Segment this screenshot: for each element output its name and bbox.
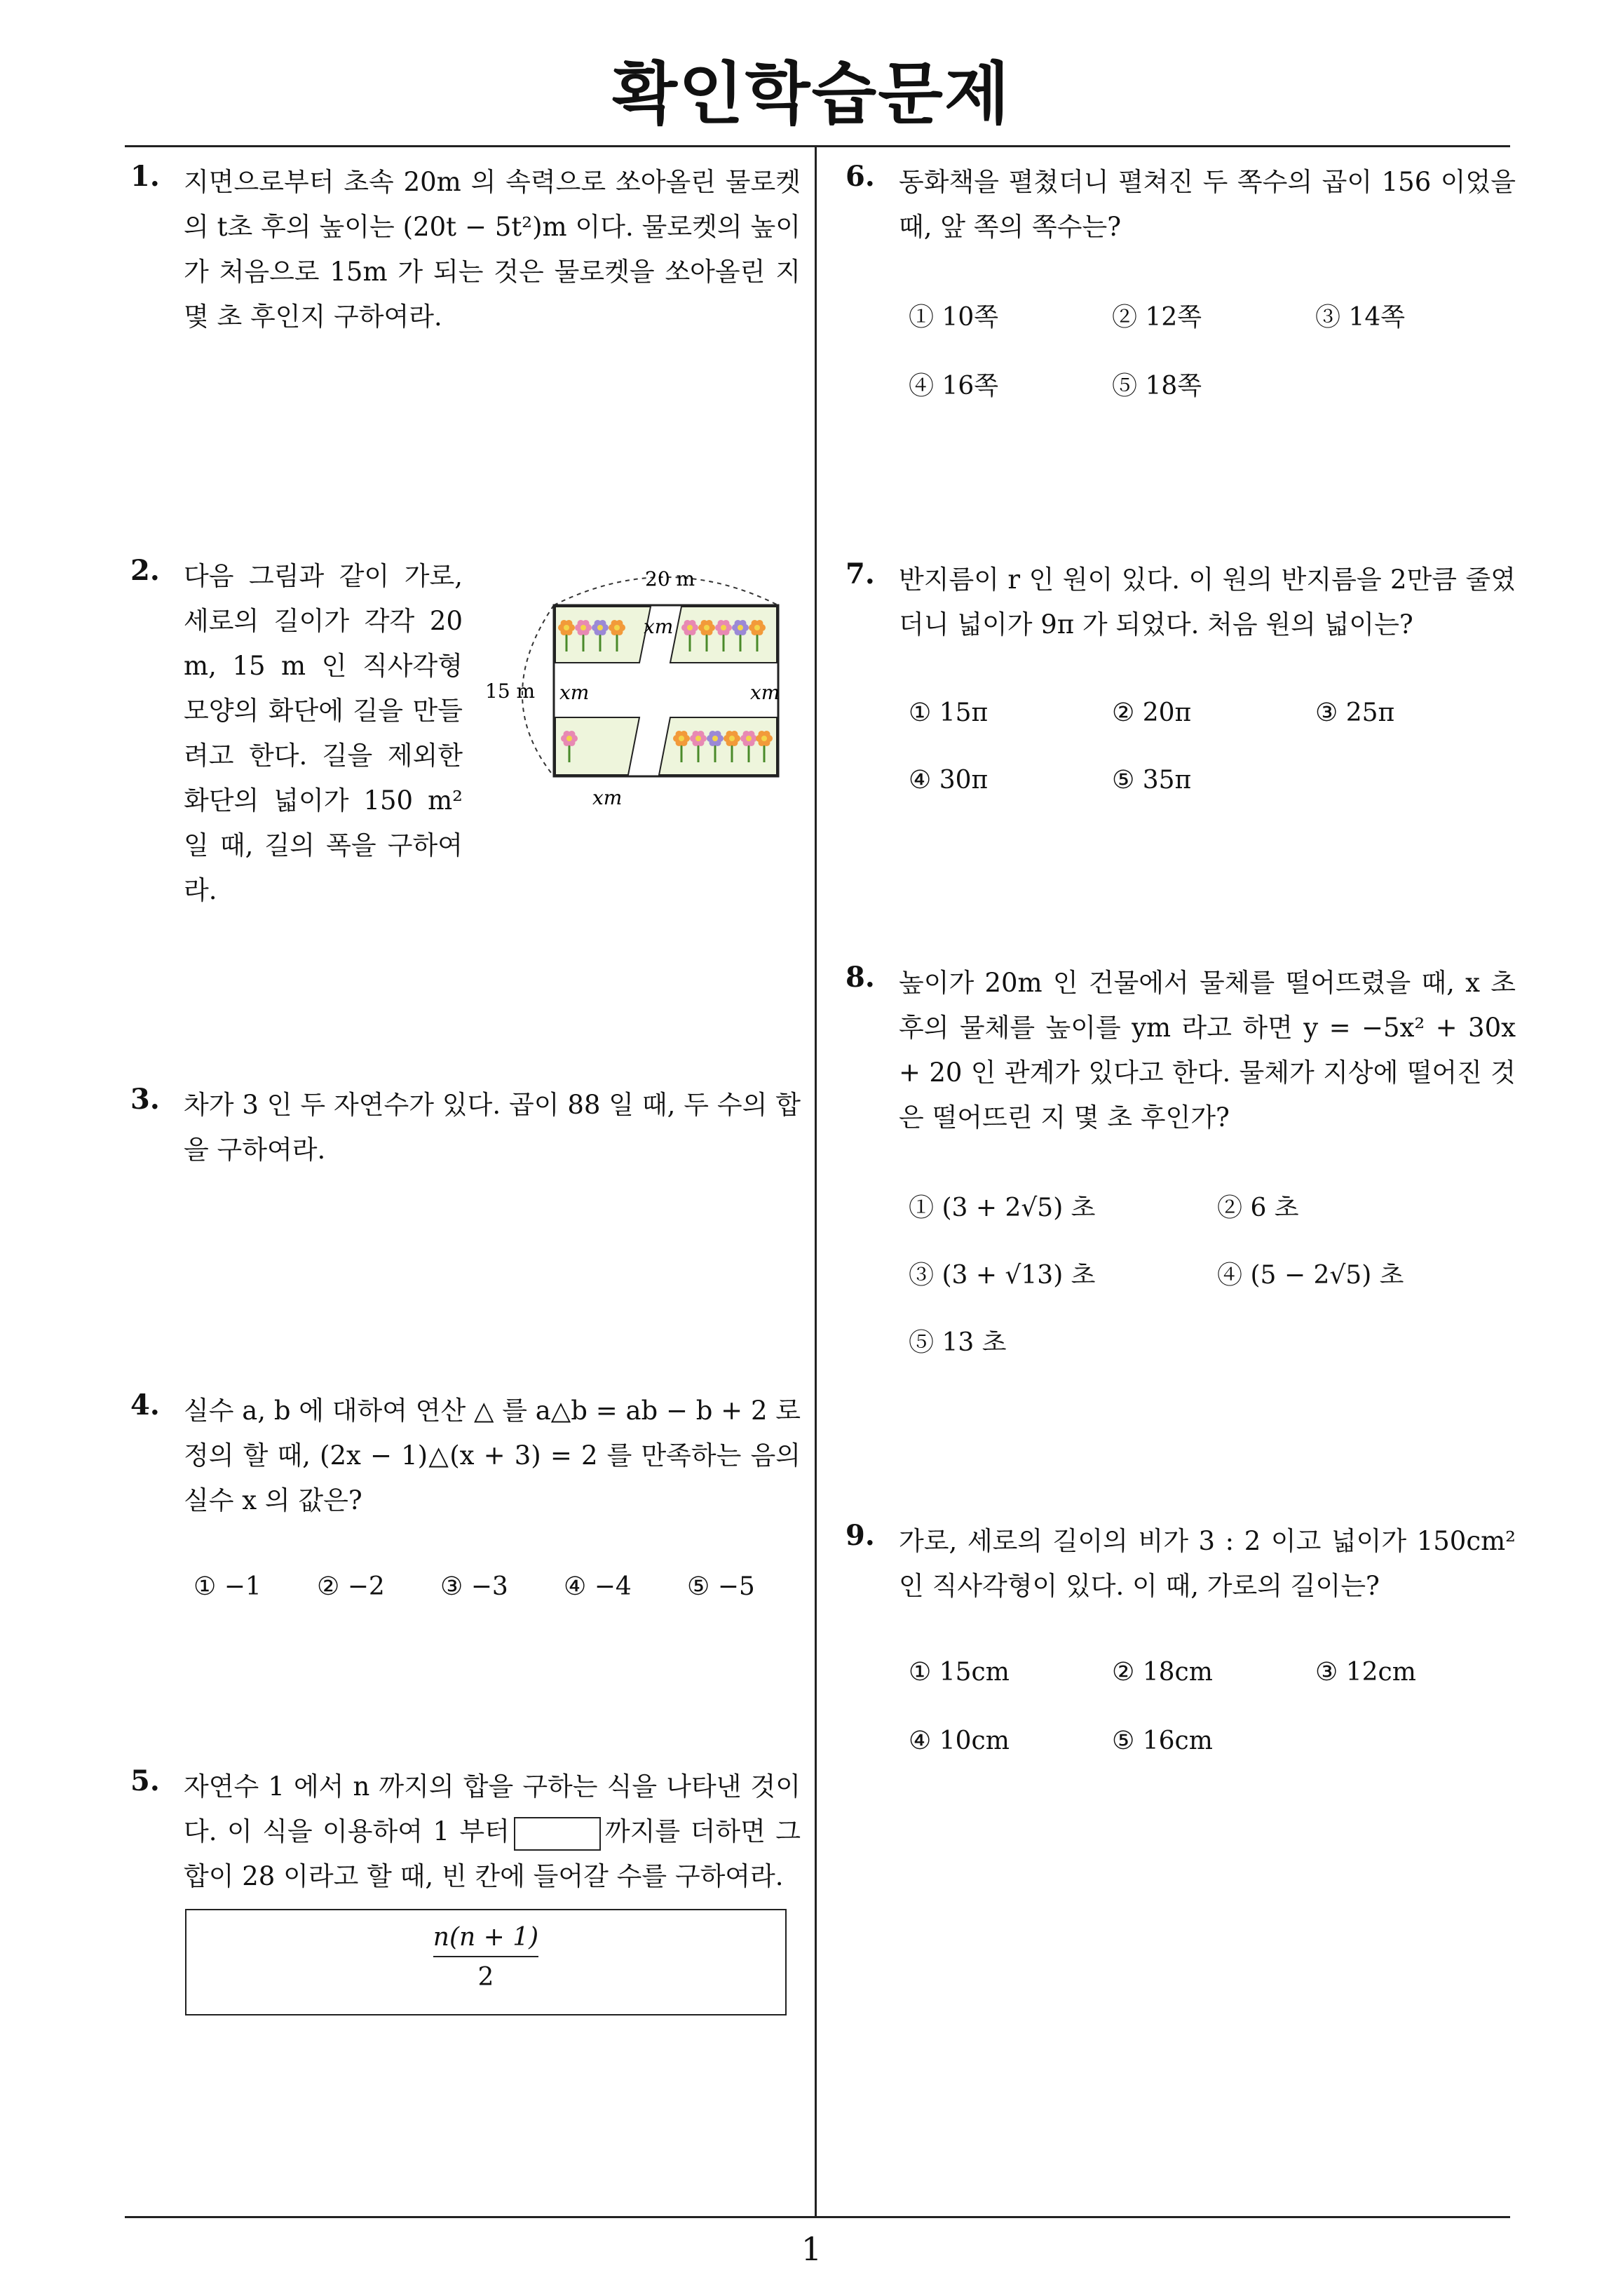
garden-diagram [477,558,813,824]
choice-3[interactable]: ③ (3 + √13) 초 [909,1261,1096,1290]
problem-6 [846,160,1516,250]
choice-5[interactable]: ⑤ 13 초 [909,1328,1007,1357]
sum-formula [186,1923,785,1992]
problem-number: 9. [846,1519,875,1552]
choice-2[interactable]: ② 12쪽 [1112,303,1202,332]
problem-number: 8. [846,961,875,994]
problem-number: 2. [130,554,160,587]
problem-3 [130,1083,801,1173]
problem-text: 동화책을 펼쳤더니 펼쳐진 두 쪽수의 곱이 156 이었을 때, 앞 쪽의 쪽수는? [899,167,1516,242]
bottom-rule [125,2216,1510,2218]
problem-number: 1. [130,160,160,193]
choice-4[interactable]: ④ 10cm [909,1727,1010,1755]
problem-5 [130,1764,801,1899]
choice-3[interactable]: ③ 12cm [1315,1658,1416,1687]
choice-4[interactable]: ④ (5 − 2√5) 초 [1217,1261,1404,1290]
column-divider [815,145,817,2218]
problem-text [184,1764,801,1899]
choice-1[interactable]: ① 15π [909,698,989,727]
problem-number: 7. [846,558,875,590]
top-rule [125,145,1510,147]
formula-numerator: n(n + 1) [433,1923,539,1952]
road-width-label-left: xm [559,681,590,704]
problem-text: 높이가 20m 인 건물에서 물체를 떨어뜨렸을 때, x 초 후의 물체를 높이를 ym 라고 하면 y = −5x² + 30x + 20 인 관계가 있다고 한다. 물체가 지상에 떨어진 것은 떨어뜨린 지 몇 초 후인가? [899,968,1516,1133]
formula-denominator: 2 [477,1963,494,1992]
problem-text: 차가 3 인 두 자연수가 있다. 곱이 88 일 때, 두 수의 합을 구하여라. [184,1090,801,1165]
problem-text: 반지름이 r 인 원이 있다. 이 원의 반지름을 2만큼 줄였더니 넓이가 9π 가 되었다. 처음 원의 넓이는? [899,565,1516,640]
choice-2[interactable]: ② −2 [317,1572,385,1601]
problem-7 [846,558,1516,647]
road-width-label-top: xm [644,615,674,638]
choice-3[interactable]: ③ −3 [440,1572,508,1601]
problem-text: 실수 a, b 에 대하여 연산 △ 를 a△b = ab − b + 2 로 정의 할 때, (2x − 1)△(x + 3) = 2 를 만족하는 음의 실수 x 의 값은? [184,1396,801,1515]
choice-2[interactable]: ② 20π [1112,698,1192,727]
problem-text-part-a: 자연수 1 에서 n 까지의 합을 구하는 식을 나타낸 것이다. 이 식을 이용하여 1 부터 [184,1771,801,1846]
choice-1[interactable]: ① 15cm [909,1658,1010,1687]
garden-plot-bottom-left [555,717,639,775]
choice-4[interactable]: ④ 16쪽 [909,372,999,400]
road-width-label-right: xm [750,681,780,704]
formula-box [185,1909,787,2015]
fraction-bar [433,1956,538,1957]
flower-garden-figure [477,558,813,824]
width-label: 20 m [645,567,695,590]
height-label: 15 m [485,680,536,703]
problem-2 [130,554,463,913]
problem-text: 다음 그림과 같이 가로, 세로의 길이가 각각 20 m, 15 m 인 직사각형 모양의 화단에 길을 만들려고 한다. 길을 제외한 화단의 넓이가 150 m² 일 때, 길의 폭을 구하여라. [184,561,463,905]
problem-number: 5. [130,1764,160,1797]
choice-5[interactable]: ⑤ 16cm [1112,1727,1213,1755]
page-title: 확인학습문제 [612,55,1011,133]
page-number: 1 [801,2230,822,2268]
choice-2[interactable]: ② 18cm [1112,1658,1213,1687]
problem-text: 가로, 세로의 길이의 비가 3 : 2 이고 넓이가 150cm² 인 직사각형이 있다. 이 때, 가로의 길이는? [899,1526,1516,1601]
choice-3[interactable]: ③ 25π [1315,698,1395,727]
choice-1[interactable]: ① −1 [193,1572,262,1601]
problem-number: 6. [846,160,875,193]
choice-2[interactable]: ② 6 초 [1217,1194,1299,1222]
choice-1[interactable]: ① 10쪽 [909,303,999,332]
problem-9 [846,1519,1516,1609]
choice-5[interactable]: ⑤ 35π [1112,766,1192,795]
problem-number: 4. [130,1389,160,1422]
choice-3[interactable]: ③ 14쪽 [1315,303,1406,332]
problem-number: 3. [130,1083,160,1116]
problem-1 [130,160,801,339]
choice-5[interactable]: ⑤ −5 [687,1572,755,1601]
road-width-label-bottom: xm [592,786,623,809]
problem-text: 지면으로부터 초속 20m 의 속력으로 쏘아올린 물로켓의 t초 후의 높이는 (20t − 5t²)m 이다. 물로켓의 높이가 처음으로 15m 가 되는 것은 물로켓을 쏘아올린 지 몇 초 후인지 구하여라. [184,167,801,332]
problem-8 [846,961,1516,1140]
choice-4[interactable]: ④ −4 [564,1572,632,1601]
choice-4[interactable]: ④ 30π [909,766,989,795]
choice-1[interactable]: ① (3 + 2√5) 초 [909,1194,1096,1222]
problem-text-part-b: 까지를 더하면 그 합이 28 이라고 할 때, 빈 칸에 들어갈 수를 구하여라. [184,1816,801,1891]
blank-box [514,1817,601,1851]
problem-4 [130,1389,801,1523]
choice-5[interactable]: ⑤ 18쪽 [1112,372,1202,400]
